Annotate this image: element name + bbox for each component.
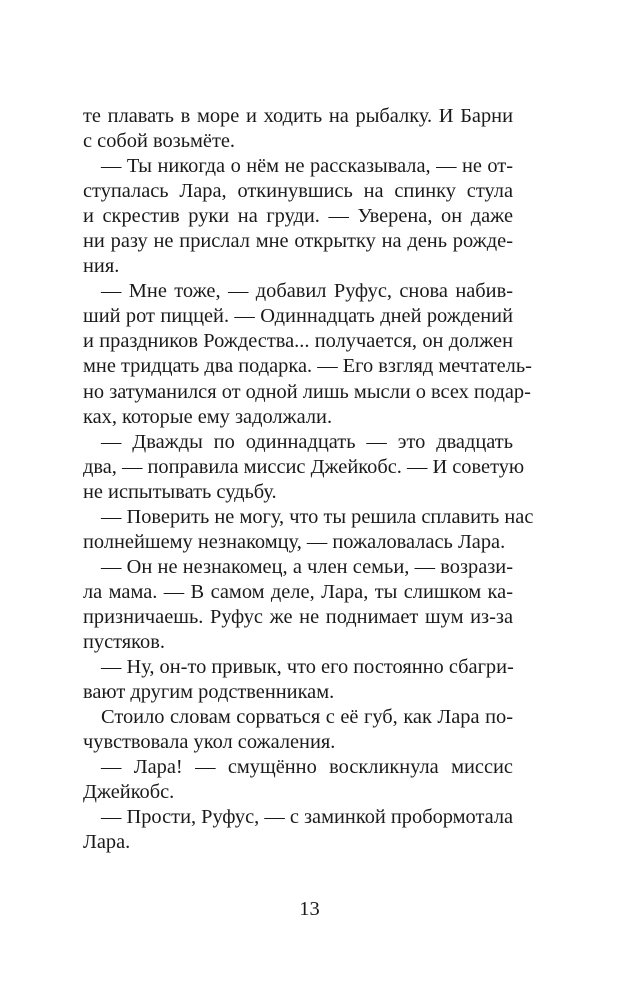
text-line: ший рот пиццей. — Одиннадцать дней рождений	[83, 305, 513, 328]
text-line: — Он не незнакомец, а член семьи, — возрази-	[101, 555, 513, 578]
text-line: ках, которые ему задолжали.	[83, 405, 333, 428]
text-line: но затуманился от одной лишь мысли о всех подар-	[83, 380, 531, 403]
paragraph	[83, 805, 513, 855]
text-line: Лара.	[83, 831, 131, 854]
paragraph	[83, 279, 532, 429]
text-line: — Мне тоже, — добавил Руфус, снова набив-	[101, 280, 513, 303]
paragraph	[83, 755, 513, 805]
paragraph	[83, 555, 513, 655]
text-line: — Дважды по одиннадцать — это двадцать	[101, 430, 513, 453]
text-line: ни разу не прислал мне открытку на день рожде-	[83, 230, 513, 253]
paragraph	[83, 655, 513, 705]
text-line: мне тридцать два подарка. — Его взгляд мечтатель-	[83, 355, 532, 378]
text-line: и праздников Рождества... получается, он должен	[83, 330, 513, 353]
text-line: пустяков.	[83, 630, 165, 653]
paragraph	[83, 154, 513, 279]
text-line: — Прости, Руфус, — с заминкой пробормотала	[101, 806, 514, 829]
text-line: ла мама. — В самом деле, Лара, ты слишком ка-	[83, 580, 513, 603]
text-line: Джейкобс.	[83, 781, 175, 804]
paragraph	[83, 430, 525, 505]
text-line: — Ты никогда о нём не рассказывала, — не от-	[101, 155, 513, 178]
paragraph	[83, 505, 534, 555]
text-line: не испытывать судьбу.	[83, 480, 277, 503]
paragraph	[83, 104, 513, 154]
text-line: чувствовала укол сожаления.	[83, 731, 336, 754]
text-line: два, — поправила миссис Джейкобс. — И советую	[83, 455, 525, 478]
text-line: призничаешь. Руфус же не поднимает шум из-за	[83, 605, 513, 628]
text-line: те плавать в море и ходить на рыбалку. И Барни	[83, 105, 513, 127]
text-line: полнейшему незнакомцу, — пожаловалась Лара.	[83, 530, 506, 553]
paragraph	[83, 705, 513, 755]
text-line: — Ну, он-то привык, что его постоянно сбагри-	[101, 656, 514, 679]
text-line: — Лара! — смущённо воскликнула миссис	[101, 756, 513, 779]
text-line: — Поверить не могу, что ты решила сплавить нас	[101, 505, 534, 528]
text-line: ступалась Лара, откинувшись на спинку стула	[83, 180, 513, 203]
body-text	[83, 104, 534, 855]
text-line: и скрестив руки на груди. — Уверена, он даже	[83, 205, 513, 228]
text-line: вают другим родственникам.	[83, 681, 335, 704]
text-line: Стоило словам сорваться с её губ, как Лара по-	[101, 706, 513, 729]
text-line: с собой возьмёте.	[83, 130, 236, 153]
text-line: ния.	[83, 255, 120, 278]
page-number: 13	[299, 898, 320, 920]
